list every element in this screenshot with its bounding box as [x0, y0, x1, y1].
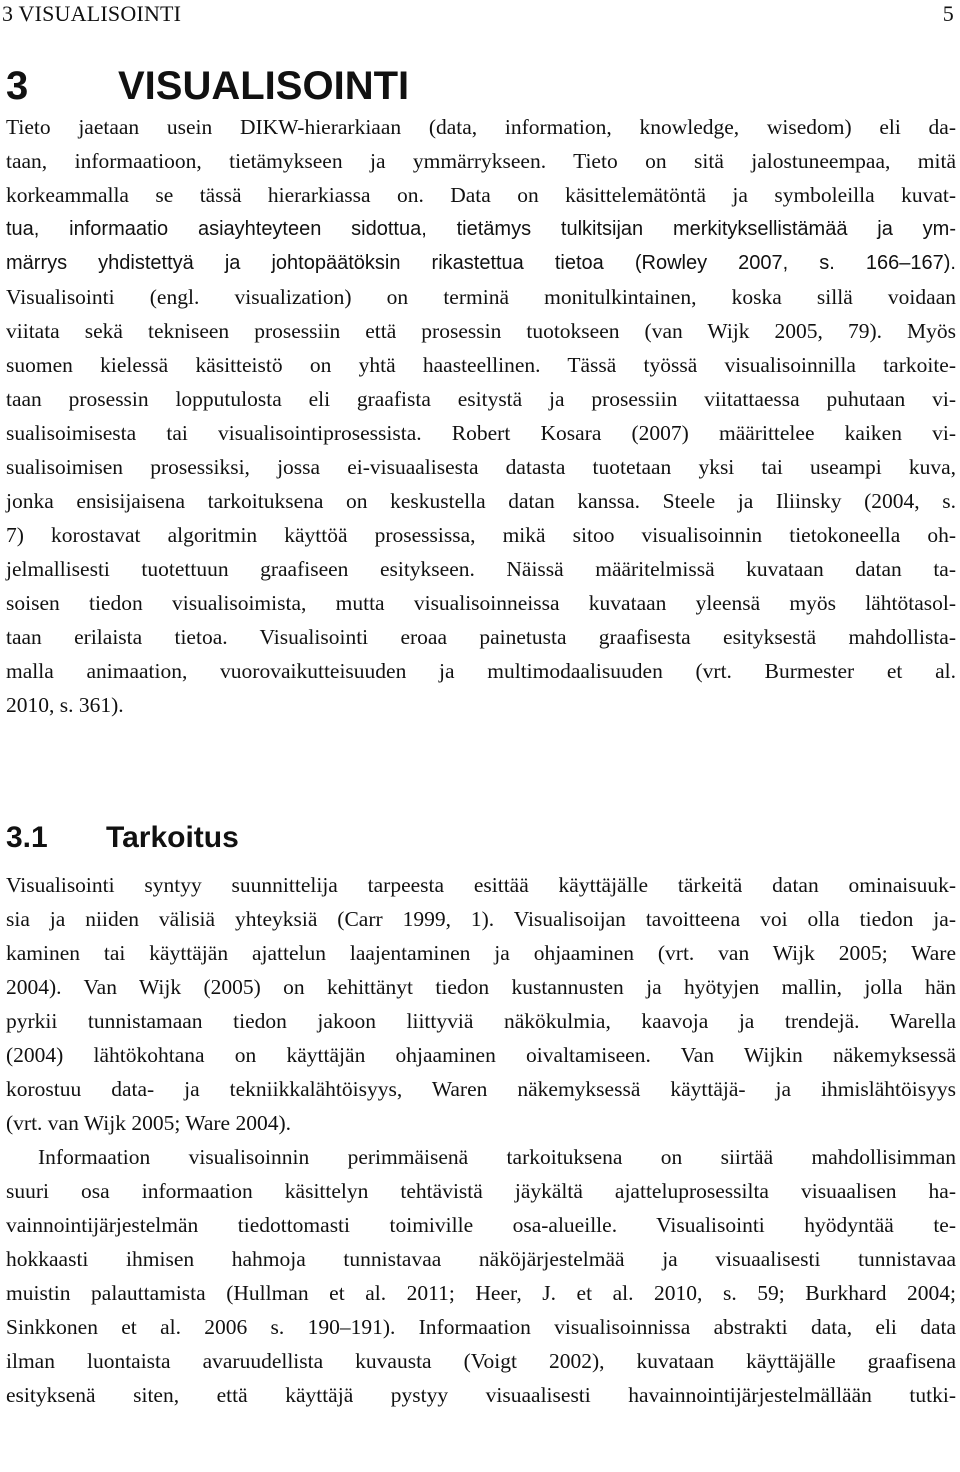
text-line: Tieto jaetaan usein DIKW-hierarkiaan (data, information, knowledge, wisedom) eli da- — [6, 115, 956, 139]
text-line: korkeammalla se tässä hierarkiassa on. Data on käsittelemätöntä ja symboleilla kuvat- — [6, 183, 956, 207]
text-line: sualisoimisen prosessiksi, jossa ei-visuaalisesta datasta tuotetaan yksi tai useampi kuva, — [6, 455, 956, 479]
text-line: (vrt. van Wijk 2005; Ware 2004). — [6, 1111, 292, 1135]
text-line: jonka ensisijaisena tarkoituksena on keskustella datan kanssa. Steele ja Iliinsky (2004, s. — [6, 489, 956, 513]
text-line: pyrkii tunnistamaan tiedon jakoon liittyviä näkökulmia, kaavoja ja trendejä. Warella — [6, 1009, 956, 1033]
chapter-heading — [6, 60, 409, 112]
text-line: Informaation visualisoinnin perimmäisenä tarkoituksena on siirtää mahdollisimman — [38, 1145, 956, 1169]
text-line: (2004) lähtökohtana on käyttäjän ohjaaminen oivaltamiseen. Van Wijkin näkemyksessä — [6, 1043, 956, 1067]
text-line: jelmallisesti tuotettuun graafiseen esitykseen. Näissä määritelmissä kuvataan datan ta- — [6, 557, 956, 581]
text-line: Sinkkonen et al. 2006 s. 190–191). Informaation visualisoinnissa abstrakti data, eli data — [6, 1315, 956, 1339]
text-line: 2004). Van Wijk (2005) on kehittänyt tiedon kustannusten ja hyötyjen mallin, jolla hän — [6, 975, 956, 999]
chapter-title: VISUALISOINTI — [118, 64, 410, 108]
text-line: Visualisointi (engl. visualization) on terminä monitulkintainen, koska sillä voidaan — [6, 285, 956, 309]
chapter-number: 3 — [6, 64, 29, 108]
text-line: hokkaasti ihmisen hahmoja tunnistavaa näköjärjestelmää ja visuaalisesti tunnistavaa — [6, 1247, 956, 1271]
text-line: korostuu data- ja tekniikkalähtöisyys, Waren näkemyksessä käyttäjä- ja ihmislähtöisyys — [6, 1077, 956, 1101]
text-line: 7) korostavat algoritmin käyttöä prosessissa, mikä sitoo visualisoinnin tietokoneella oh- — [6, 523, 956, 547]
page-number: 5 — [942, 1, 954, 26]
text-line: tua, informaatio asiayhteyteen sidottua, tietämys tulkitsijan merkityksellistämää ja ym- — [6, 218, 956, 240]
text-line: sia ja niiden välisiä yhteyksiä (Carr 1999, 1). Visualisoijan tavoitteena voi olla tiedon ja- — [6, 907, 956, 931]
section-paragraph-2 — [6, 1140, 956, 1412]
running-header-chapter: 3 VISUALISOINTI — [2, 1, 182, 26]
chapter-body-paragraph — [6, 110, 956, 722]
text-line: suomen kielessä käsitteistö on yhtä haasteellinen. Tässä työssä visualisoinnilla tarkoite- — [6, 353, 956, 377]
section-heading — [6, 818, 239, 858]
text-line: taan, informaatioon, tietämykseen ja ymmärrykseen. Tieto on sitä jalostuneempaa, mitä — [6, 149, 956, 173]
text-line: kaminen tai käyttäjän ajattelun laajentaminen ja ohjaaminen (vrt. van Wijk 2005; Ware — [6, 941, 956, 965]
section-title: Tarkoitus — [106, 821, 239, 854]
text-line: vainnointijärjestelmän tiedottomasti toimiville osa-alueille. Visualisointi hyödyntää te- — [6, 1213, 956, 1237]
text-line: muistin palauttamista (Hullman et al. 2011; Heer, J. et al. 2010, s. 59; Burkhard 2004; — [6, 1281, 956, 1305]
text-line: sualisoimisesta tai visualisointiprosessista. Robert Kosara (2007) määrittelee kaiken vi- — [6, 421, 956, 445]
text-line: taan prosessin lopputulosta eli graafista esitystä ja prosessiin viitattaessa puhutaan vi- — [6, 387, 956, 411]
text-line: 2010, s. 361). — [6, 693, 124, 717]
text-line: ilman luontaista avaruudellista kuvausta (Voigt 2002), kuvataan käyttäjälle graafisena — [6, 1349, 956, 1373]
text-line: taan erilaista tietoa. Visualisointi eroaa painetusta graafisesta esityksestä mahdollista- — [6, 625, 956, 649]
text-line: malla animaation, vuorovaikutteisuuden ja multimodaalisuuden (vrt. Burmester et al. — [6, 659, 956, 683]
running-header — [0, 0, 954, 28]
text-line: suuri osa informaation käsittelyn tehtävistä jäykältä ajatteluprosessilta visuaalisen ha- — [6, 1179, 956, 1203]
section-number: 3.1 — [6, 821, 48, 854]
text-line: märrys yhdistettyä ja johtopäätöksin rikastettua tietoa (Rowley 2007, s. 166–167). — [6, 252, 956, 274]
text-line: viitata sekä tekniseen prosessiin että prosessin tuotokseen (van Wijk 2005, 79). Myös — [6, 319, 956, 343]
section-paragraph-1 — [6, 868, 956, 1140]
text-line: soisen tiedon visualisoimista, mutta visualisoinneissa kuvataan yleensä myös lähtötasol- — [6, 591, 956, 615]
text-line: Visualisointi syntyy suunnittelija tarpeesta esittää käyttäjälle tärkeitä datan ominaisuuk- — [6, 873, 956, 897]
text-line: esityksenä siten, että käyttäjä pystyy visuaalisesti havainnointijärjestelmällään tutki- — [6, 1383, 956, 1407]
